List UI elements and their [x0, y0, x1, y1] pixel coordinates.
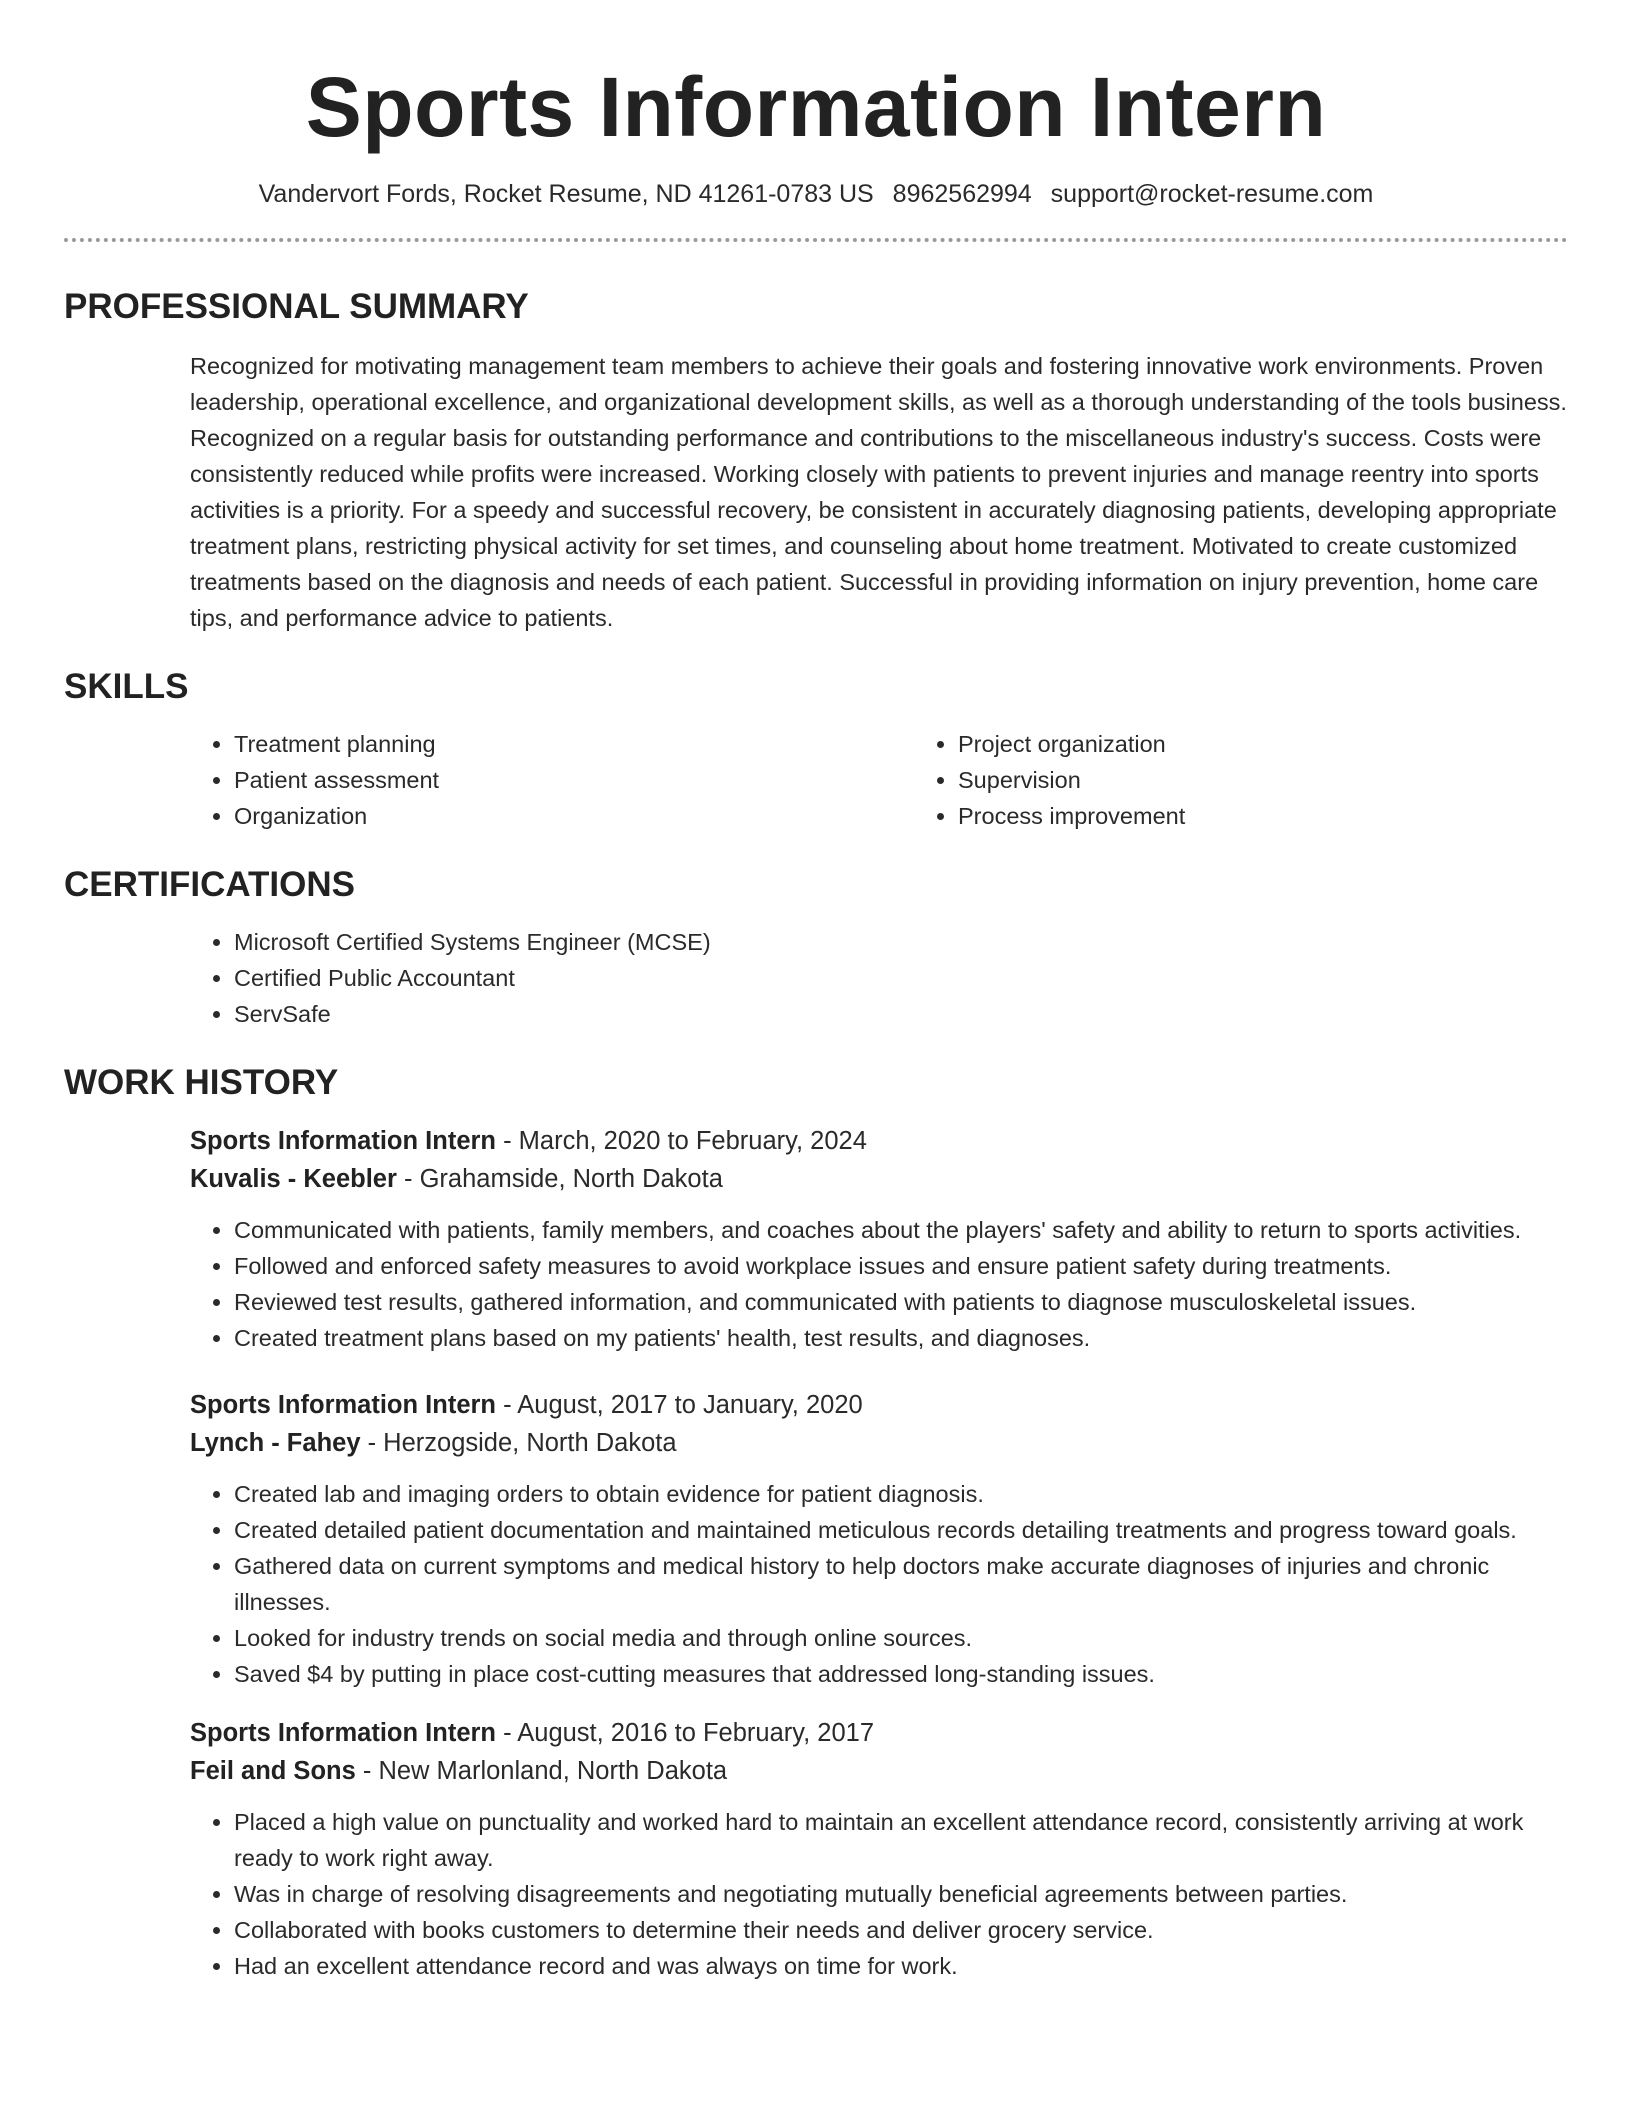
job-title-line	[190, 1386, 1568, 1424]
skills-list-right	[914, 726, 1632, 834]
skills-grid	[190, 726, 1568, 834]
skills-list-left	[190, 726, 914, 834]
job-bullets	[190, 1804, 1568, 1984]
contact-line	[64, 178, 1568, 210]
header-divider	[64, 238, 1568, 242]
summary-heading: PROFESSIONAL SUMMARY	[64, 287, 529, 326]
certification-item: • Certified Public Accountant	[234, 960, 1568, 996]
job-bullet: • Saved $4 by putting in place cost-cutting measures that addressed long-standing issues.	[234, 1656, 1568, 1692]
skills-heading: SKILLS	[64, 667, 189, 706]
certifications-block	[190, 924, 1568, 1032]
skill-item: • Treatment planning	[234, 726, 914, 762]
job-bullet: • Communicated with patients, family members, and coaches about the players' safety and ability to return to sports activities.	[234, 1212, 1568, 1248]
job-bullet: • Gathered data on current symptoms and medical history to help doctors make accurate diagnoses of injuries and chronic illnesses.	[234, 1548, 1568, 1620]
skill-item: • Organization	[234, 798, 914, 834]
job-company-line	[190, 1752, 1568, 1790]
job-bullet: • Created detailed patient documentation and maintained meticulous records detailing treatments and progress toward goals.	[234, 1512, 1568, 1548]
skill-item: • Supervision	[958, 762, 1632, 798]
job-bullet: • Placed a high value on punctuality and worked hard to maintain an excellent attendance record, consistently arriving at work ready to work right away.	[234, 1804, 1568, 1876]
job-location: - Grahamside, North Dakota	[396, 1165, 723, 1193]
job-bullet: • Followed and enforced safety measures to avoid workplace issues and ensure patient safety during treatments.	[234, 1248, 1568, 1284]
job-entry	[190, 1714, 1568, 1984]
skill-item: • Process improvement	[958, 798, 1632, 834]
job-dates: - March, 2020 to February, 2024	[496, 1127, 867, 1155]
job-bullet: • Created lab and imaging orders to obtain evidence for patient diagnosis.	[234, 1476, 1568, 1512]
summary-text: Recognized for motivating management team members to achieve their goals and fostering innovative work environments. Proven leadership, operational excellence, and organizational development skills, as well as a thorough understanding of the tools business. Recognized on a regular basis for outstanding performance and contributions to the miscellaneous industry's success. Costs were consistently reduced while profits were increased. Working closely with patients to prevent injuries and manage reentry into sports activities is a priority. For a speedy and successful recovery, be consistent in accurately diagnosing patients, developing appropriate treatment plans, restricting physical activity for set times, and counseling about home treatment. Motivated to create customized treatments based on the diagnosis and needs of each patient. Successful in providing information on injury prevention, home care tips, and performance advice to patients.	[190, 353, 1567, 631]
certifications-list	[190, 924, 1568, 1032]
certifications-heading: CERTIFICATIONS	[64, 865, 356, 904]
job-bullets	[190, 1212, 1568, 1356]
job-title: Sports Information Intern	[190, 1719, 496, 1747]
job-bullet: • Reviewed test results, gathered information, and communicated with patients to diagnose musculoskeletal issues.	[234, 1284, 1568, 1320]
job-title-line	[190, 1714, 1568, 1752]
job-bullet: • Collaborated with books customers to determine their needs and deliver grocery service.	[234, 1912, 1568, 1948]
job-company: Lynch - Fahey	[190, 1429, 361, 1457]
contact-email: support@rocket-resume.com	[1050, 180, 1374, 208]
job-bullet: • Looked for industry trends on social media and through online sources.	[234, 1620, 1568, 1656]
job-dates: - August, 2017 to January, 2020	[496, 1391, 863, 1419]
skill-item: • Patient assessment	[234, 762, 914, 798]
contact-phone: 8962562994	[892, 180, 1032, 208]
job-title-line	[190, 1122, 1568, 1160]
job-entry	[190, 1386, 1568, 1692]
skill-item: • Project organization	[958, 726, 1632, 762]
resume-name: Sports Information Intern	[305, 60, 1327, 154]
job-location: - Herzogside, North Dakota	[360, 1429, 677, 1457]
contact-address: Vandervort Fords, Rocket Resume, ND 41261-0783 US	[258, 180, 874, 208]
job-company-line	[190, 1424, 1568, 1462]
job-entry	[190, 1122, 1568, 1356]
job-bullet: • Was in charge of resolving disagreements and negotiating mutually beneficial agreements between parties.	[234, 1876, 1568, 1912]
job-bullet: • Created treatment plans based on my patients' health, test results, and diagnoses.	[234, 1320, 1568, 1356]
job-company-line	[190, 1160, 1568, 1198]
work-history-heading: WORK HISTORY	[64, 1063, 339, 1102]
job-title: Sports Information Intern	[190, 1127, 496, 1155]
job-bullets	[190, 1476, 1568, 1692]
job-title: Sports Information Intern	[190, 1391, 496, 1419]
job-company: Kuvalis - Keebler	[190, 1165, 397, 1193]
job-location: - New Marlonland, North Dakota	[355, 1757, 728, 1785]
job-bullet: • Had an excellent attendance record and was always on time for work.	[234, 1948, 1568, 1984]
job-dates: - August, 2016 to February, 2017	[496, 1719, 875, 1747]
certification-item: • ServSafe	[234, 996, 1568, 1032]
job-company: Feil and Sons	[190, 1757, 356, 1785]
certification-item: • Microsoft Certified Systems Engineer (MCSE)	[234, 924, 1568, 960]
